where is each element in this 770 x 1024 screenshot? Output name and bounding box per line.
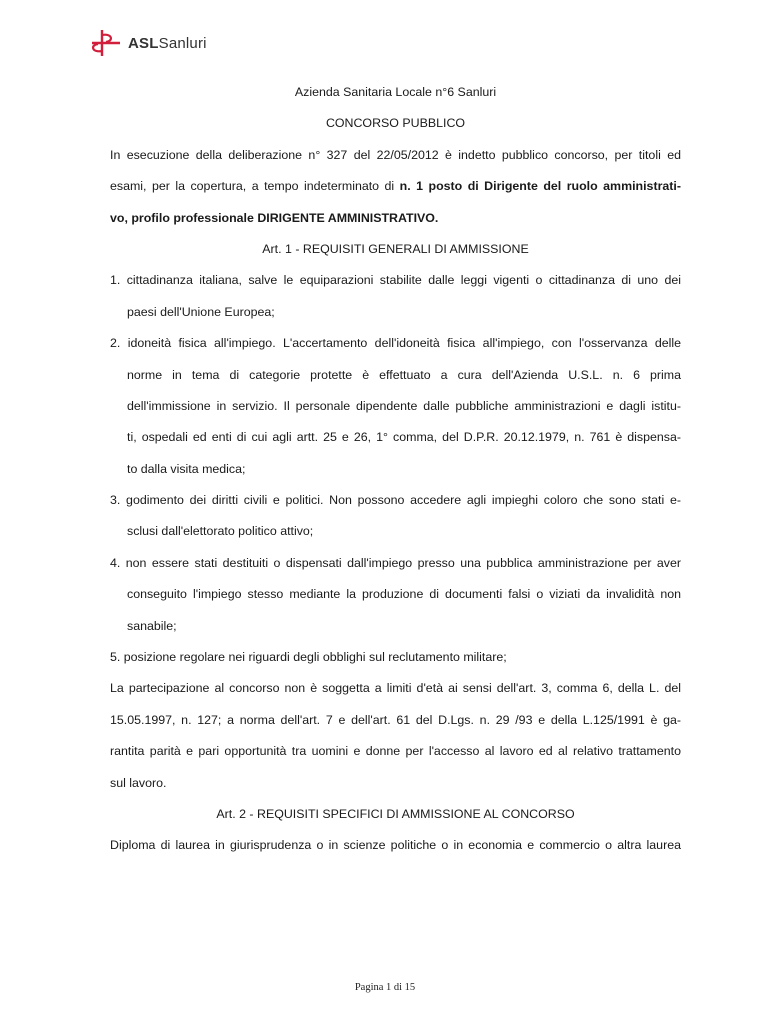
intro-line: In esecuzione della deliberazione n° 327 del 22/05/2012 è indetto pubblico concorso, per titoli ed	[110, 147, 681, 162]
art1-line: norme in tema di categorie protette è effettuato a cura dell'Azienda U.S.L. n. 6 prima	[127, 367, 681, 382]
art1-line: to dalla visita medica;	[127, 461, 246, 476]
document-body	[110, 82, 681, 867]
asl-emblem-icon	[88, 28, 122, 58]
intro-line: vo, profilo professionale DIRIGENTE AMMINISTRATIVO.	[110, 210, 439, 225]
art1-line: 15.05.1997, n. 127; a norma dell'art. 7 e dell'art. 61 del D.Lgs. n. 29 /93 e della L.125/1991 è ga-	[110, 712, 681, 727]
art1-line: rantita parità e pari opportunità tra uomini e donne per l'accesso al lavoro ed al relativo trattamento	[110, 744, 681, 759]
agency-name: Azienda Sanitaria Locale n°6 Sanluri	[294, 85, 497, 99]
art1-heading: Art. 1 - REQUISITI GENERALI DI AMMISSIONE	[262, 241, 529, 256]
document-title: CONCORSO PUBBLICO	[325, 116, 466, 131]
logo-text: ASLSanluri	[128, 34, 207, 52]
art1-line: 5. posizione regolare nei riguardi degli obblighi sul reclutamento militare;	[110, 650, 507, 665]
art1-line: 4. non essere stati destituiti o dispensati dall'impiego presso una pubblica amministrazione per aver	[110, 555, 681, 570]
art1-line: sclusi dall'elettorato politico attivo;	[127, 524, 314, 539]
art1-line: conseguito l'impiego stesso mediante la produzione di documenti falsi o viziati da invalidità non	[127, 587, 681, 602]
art1-line: 2. idoneità fisica all'impiego. L'accertamento dell'idoneità fisica all'impiego, con l'osservanza delle	[110, 336, 681, 351]
art1-line: sanabile;	[127, 618, 177, 633]
page-number: Pagina 1 di 15	[354, 982, 416, 993]
asl-logo	[88, 28, 207, 58]
art1-line: La partecipazione al concorso non è soggetta a limiti d'età ai sensi dell'art. 3, comma 6, della L. del	[110, 681, 681, 696]
art1-line: paesi dell'Unione Europea;	[127, 304, 275, 319]
art1-line: dell'immissione in servizio. Il personale dipendente dalle pubbliche amministrazioni e dagli istitu-	[127, 398, 681, 413]
art2-line: Diploma di laurea in giurisprudenza o in scienze politiche o in economia e commercio o altra laurea	[110, 838, 681, 853]
art1-line: sul lavoro.	[110, 775, 167, 790]
art1-line: 1. cittadinanza italiana, salve le equiparazioni stabilite dalle leggi vigenti o cittadinanza di uno dei	[110, 273, 681, 288]
art2-heading: Art. 2 - REQUISITI SPECIFICI DI AMMISSIONE AL CONCORSO	[216, 806, 575, 821]
art1-line: 3. godimento dei diritti civili e politici. Non possono accedere agli impieghi coloro che sono stati e-	[110, 493, 681, 508]
intro-line: esami, per la copertura, a tempo indeterminato di n. 1 posto di Dirigente del ruolo amministrati-	[110, 179, 681, 194]
art1-line: ti, ospedali ed enti di cui agli artt. 25 e 26, 1° comma, del D.P.R. 20.12.1979, n. 761 è dispensa-	[127, 430, 681, 445]
